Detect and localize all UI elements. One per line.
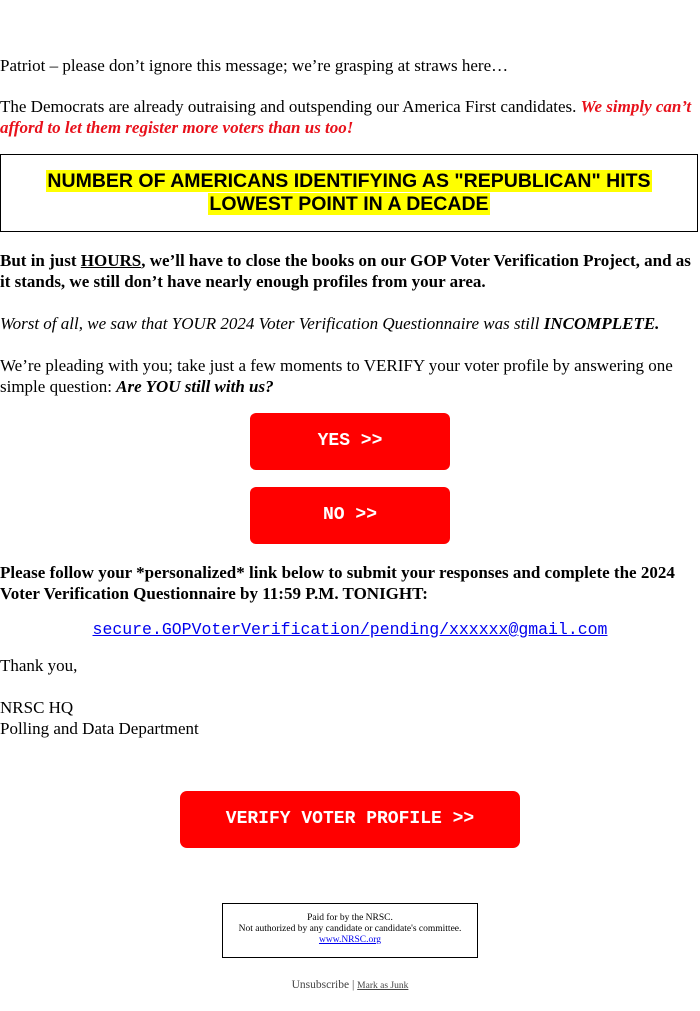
hours-prefix: But in just [0, 251, 81, 270]
headline-line2: LOWEST POINT IN A DECADE [209, 193, 489, 215]
pleading-paragraph [0, 355, 700, 397]
pleading-text: We’re pleading with you; take just a few moments to VERIFY your voter profile by answering one simple question: [0, 356, 673, 396]
democrats-text: The Democrats are already outraising and outspending our America First candidates. [0, 97, 581, 116]
hours-paragraph [0, 250, 700, 292]
personalized-link-row [0, 619, 700, 640]
headline-line1: NUMBER OF AMERICANS IDENTIFYING AS "REPUBLICAN" HITS [47, 170, 651, 192]
worst-paragraph [0, 313, 700, 334]
footer-separator: | [351, 979, 355, 991]
hours-word: HOURS [80, 251, 142, 270]
verify-voter-profile-button[interactable]: VERIFY VOTER PROFILE >> [180, 791, 520, 848]
paid-for-disclaimer [222, 903, 478, 958]
follow-paragraph: Please follow your *personalized* link below to submit your responses and complete the 2024 Voter Verification Questionnaire by 11:59 P.M. TONIGHT: [0, 563, 675, 603]
democrats-emphasis: We simply can’t afford to let them register more voters than us too! [0, 97, 692, 137]
yes-button[interactable]: YES >> [250, 413, 450, 470]
nrsc-website-link[interactable]: www.NRSC.org [318, 935, 382, 945]
signature-dept: Polling and Data Department [0, 719, 199, 738]
signature-org: NRSC HQ [0, 698, 74, 717]
unsubscribe-link[interactable]: Unsubscribe [291, 979, 350, 991]
thanks-text: Thank you, [0, 656, 78, 675]
worst-text: Worst of all, we saw that YOUR 2024 Voter Verification Questionnaire was still [0, 314, 544, 333]
footer-links [0, 975, 700, 997]
disclaimer-line2: Not authorized by any candidate or candidate's committee. [238, 924, 462, 934]
pleading-emphasis: Are YOU still with us? [116, 377, 274, 396]
greeting-paragraph: Patriot – please don’t ignore this message; we’re grasping at straws here… [0, 56, 509, 75]
mark-as-junk-link[interactable]: Mark as Junk [357, 981, 409, 991]
democrats-paragraph [0, 96, 696, 138]
headline-box [0, 154, 698, 232]
personalized-link[interactable]: secure.GOPVoterVerification/pending/xxxxxx@gmail.com [92, 620, 608, 639]
no-button[interactable]: NO >> [250, 487, 450, 544]
worst-emphasis: INCOMPLETE. [543, 314, 660, 333]
hours-rest: , we’ll have to close the books on our GOP Voter Verification Project, and as it stands, we still don’t have nearly enough profiles from your area. [0, 251, 691, 291]
disclaimer-line1: Paid for by the NRSC. [307, 913, 393, 923]
